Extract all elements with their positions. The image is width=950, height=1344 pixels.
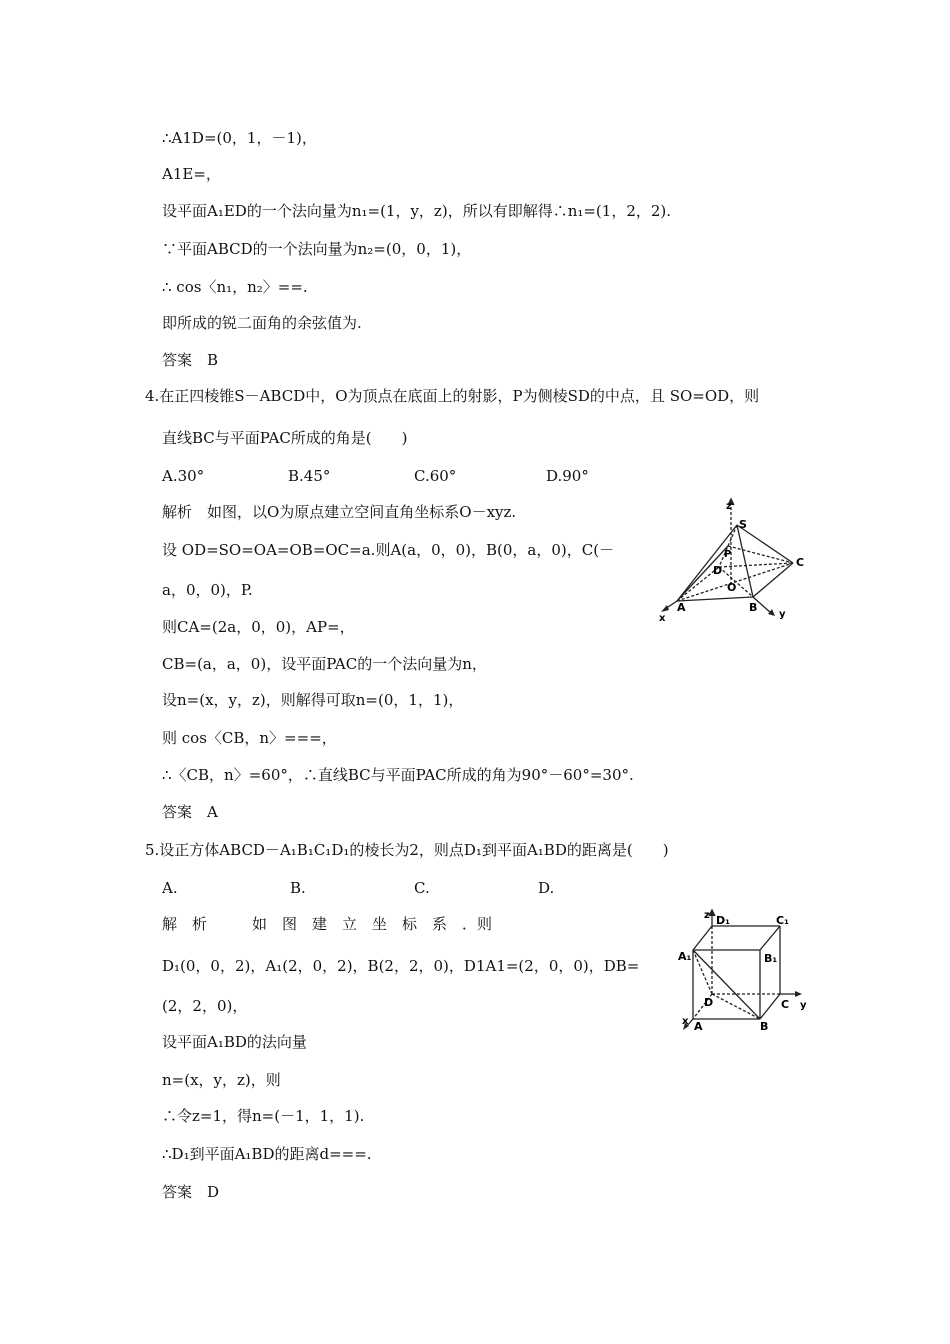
figure-label: y <box>779 609 786 620</box>
figure-label: A <box>677 601 686 614</box>
solution-line: ∴ cos〈n₁，n₂〉==. <box>162 278 308 296</box>
solution-line: ∴令z=1，得n=(－1，1，1). <box>162 1107 365 1125</box>
figure-label: B <box>749 601 758 614</box>
solution-line: 设平面A₁BD的法向量 <box>162 1033 307 1051</box>
solution-line: ∴〈CB，n〉=60°，∴直线BC与平面PAC所成的角为90°－60°=30°. <box>162 766 634 784</box>
figure-label: P <box>724 549 732 560</box>
option-d: D.90° <box>546 467 589 485</box>
figure-label: D <box>713 564 723 577</box>
figure-label: D <box>704 996 714 1009</box>
solution-line: D₁(0，0，2)，A₁(2，0，2)，B(2，2，0)，D1A1=(2，0，0)，DB= <box>162 957 640 975</box>
question-line: 5.设正方体ABCD－A₁B₁C₁D₁的棱长为2，则点D₁到平面A₁BD的距离是( ) <box>145 841 669 859</box>
figure-label: B₁ <box>764 952 778 965</box>
option-c: C.60° <box>414 467 457 485</box>
figure-label: A <box>694 1020 703 1033</box>
solution-line: 则 cos〈CB，n〉===， <box>162 729 337 747</box>
solution-line: ∴D₁到平面A₁BD的距离d===. <box>162 1145 372 1163</box>
figure-label: C₁ <box>776 914 789 927</box>
figure-label: O <box>727 581 737 594</box>
figure-label: z <box>704 910 710 921</box>
option-d: D. <box>538 879 555 897</box>
question-line: 直线BC与平面PAC所成的角是( ) <box>162 429 408 447</box>
solution-line: ∵平面ABCD的一个法向量为n₂=(0，0，1)， <box>162 240 472 258</box>
solution-line: A1E=， <box>162 165 221 183</box>
question-line: 4.在正四棱锥S－ABCD中，O为顶点在底面上的射影，P为侧棱SD的中点，且 SO=OD，则 <box>145 387 760 405</box>
solution-line: a，0，0)，P. <box>162 581 253 599</box>
answer-line: 答案 D <box>162 1183 220 1201</box>
figure-label: B <box>760 1020 769 1033</box>
solution-line: 设n=(x，y，z)，则解得可取n=(0，1，1)， <box>162 691 464 709</box>
option-c: C. <box>414 879 430 897</box>
option-b: B. <box>290 879 306 897</box>
solution-line: 解析 如图，以O为原点建立空间直角坐标系O－xyz. <box>162 503 517 521</box>
answer-line: 答案 B <box>162 351 219 369</box>
pyramid-figure <box>655 495 815 625</box>
figure-label: D₁ <box>716 914 730 927</box>
option-a: A. <box>162 879 178 897</box>
figure-label: C <box>781 998 790 1011</box>
solution-line: ∴A1D=(0，1，－1)， <box>162 129 317 147</box>
solution-line: 解 析 如 图 建 立 坐 标 系 ．则 <box>162 915 493 933</box>
figure-label: x <box>659 613 666 624</box>
option-a: A.30° <box>162 467 205 485</box>
figure-label: z <box>726 501 732 512</box>
option-b: B.45° <box>288 467 331 485</box>
solution-line: 设 OD=SO=OA=OB=OC=a.则A(a，0，0)，B(0，a，0)，C(－ <box>162 541 615 559</box>
solution-line: 设平面A₁ED的一个法向量为n₁=(1，y，z)，所以有即解得∴n₁=(1，2，2). <box>162 202 672 220</box>
solution-line: CB=(a，a，0)，设平面PAC的一个法向量为n， <box>162 655 487 673</box>
figure-label: A₁ <box>678 950 692 963</box>
figure-label: C <box>796 556 805 569</box>
solution-line: n=(x，y，z)，则 <box>162 1071 281 1089</box>
figure-label: S <box>739 518 747 531</box>
solution-line: 即所成的锐二面角的余弦值为. <box>162 314 362 332</box>
figure-label: y <box>800 1000 807 1011</box>
solution-line: 则CA=(2a，0，0)，AP=， <box>162 618 355 636</box>
solution-line: (2，2，0)， <box>162 997 248 1015</box>
figure-label: x <box>682 1016 689 1027</box>
answer-line: 答案 A <box>162 803 218 821</box>
cube-figure <box>676 906 816 1036</box>
